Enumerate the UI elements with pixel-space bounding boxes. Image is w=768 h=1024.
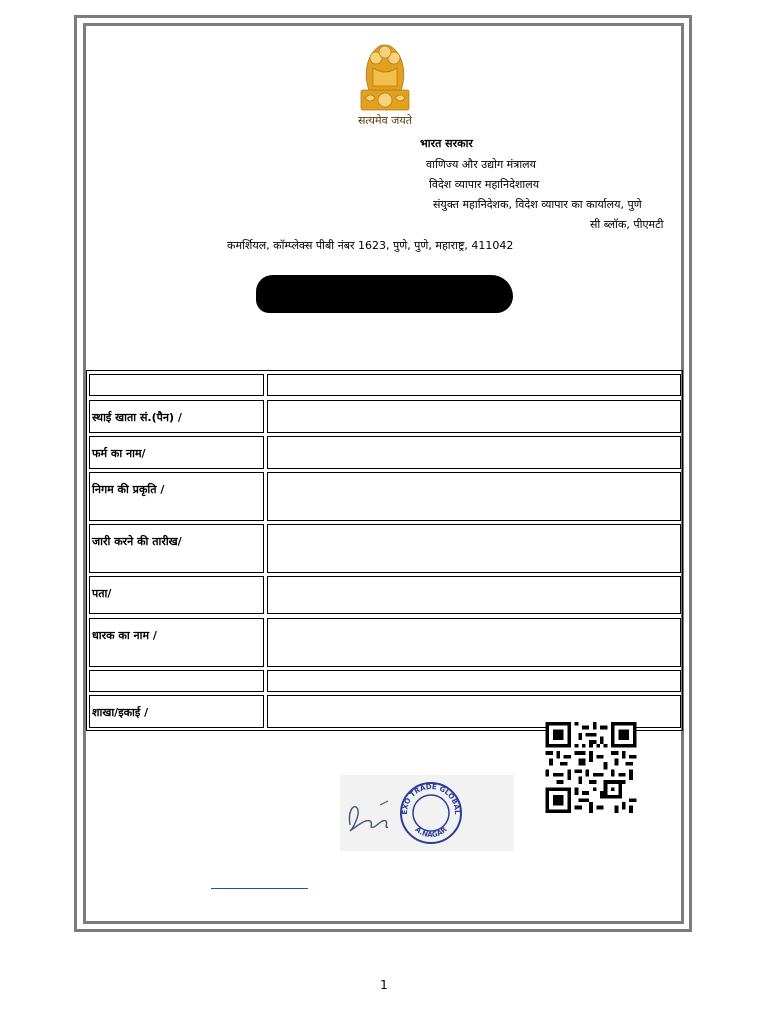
table-row-value [267,524,681,573]
company-seal-icon [401,783,461,843]
table-row-label [89,374,264,396]
directorate-name: विदेश व्यापार महानिदेशालय [429,178,540,191]
table-row-value [267,436,681,469]
table-row-label: शाखा/इकाई / [89,695,264,728]
signature-seal-image [340,775,514,851]
redacted-certificate-title [256,275,513,313]
table-row-label [89,670,264,692]
table-row-value [267,576,681,614]
details-table [86,370,683,731]
office-name: संयुक्त महानिदेशक, विदेश व्यापार का कार्यालय, पुणे [433,198,642,211]
table-row-value [267,670,681,692]
table-row-value [267,472,681,521]
table-row-label: धारक का नाम / [89,618,264,667]
office-address: कमर्शियल, कॉम्प्लेक्स पीबी नंबर 1623, पुणे, पुणे, महाराष्ट्र, 411042 [227,239,514,252]
table-row-label: स्थाई खाता सं.(पैन) / [89,400,264,433]
qr-code [542,722,640,813]
emblem-motto: सत्यमेव जयते [357,114,412,127]
page-number: 1 [380,978,388,992]
svg-text:EXO TRADE GLOBAL: EXO TRADE GLOBAL [400,782,462,815]
table-row-value [267,374,681,396]
table-row-label: पता/ [89,576,264,614]
table-row-value [267,618,681,667]
table-row-label: निगम की प्रकृति / [89,472,264,521]
government-title: भारत सरकार [420,137,473,150]
table-row-label: जारी करने की तारीख/ [89,524,264,573]
underlined-link[interactable] [211,888,308,889]
signature-seal-block [340,775,514,851]
table-row-value [267,400,681,433]
svg-text:A.NAGAR: A.NAGAR [413,825,449,840]
table-row-label: फर्म का नाम/ [89,436,264,469]
office-block: सी ब्लॉक, पीएमटी [590,218,664,231]
ministry-name: वाणिज्य और उद्योग मंत्रालय [426,158,537,171]
